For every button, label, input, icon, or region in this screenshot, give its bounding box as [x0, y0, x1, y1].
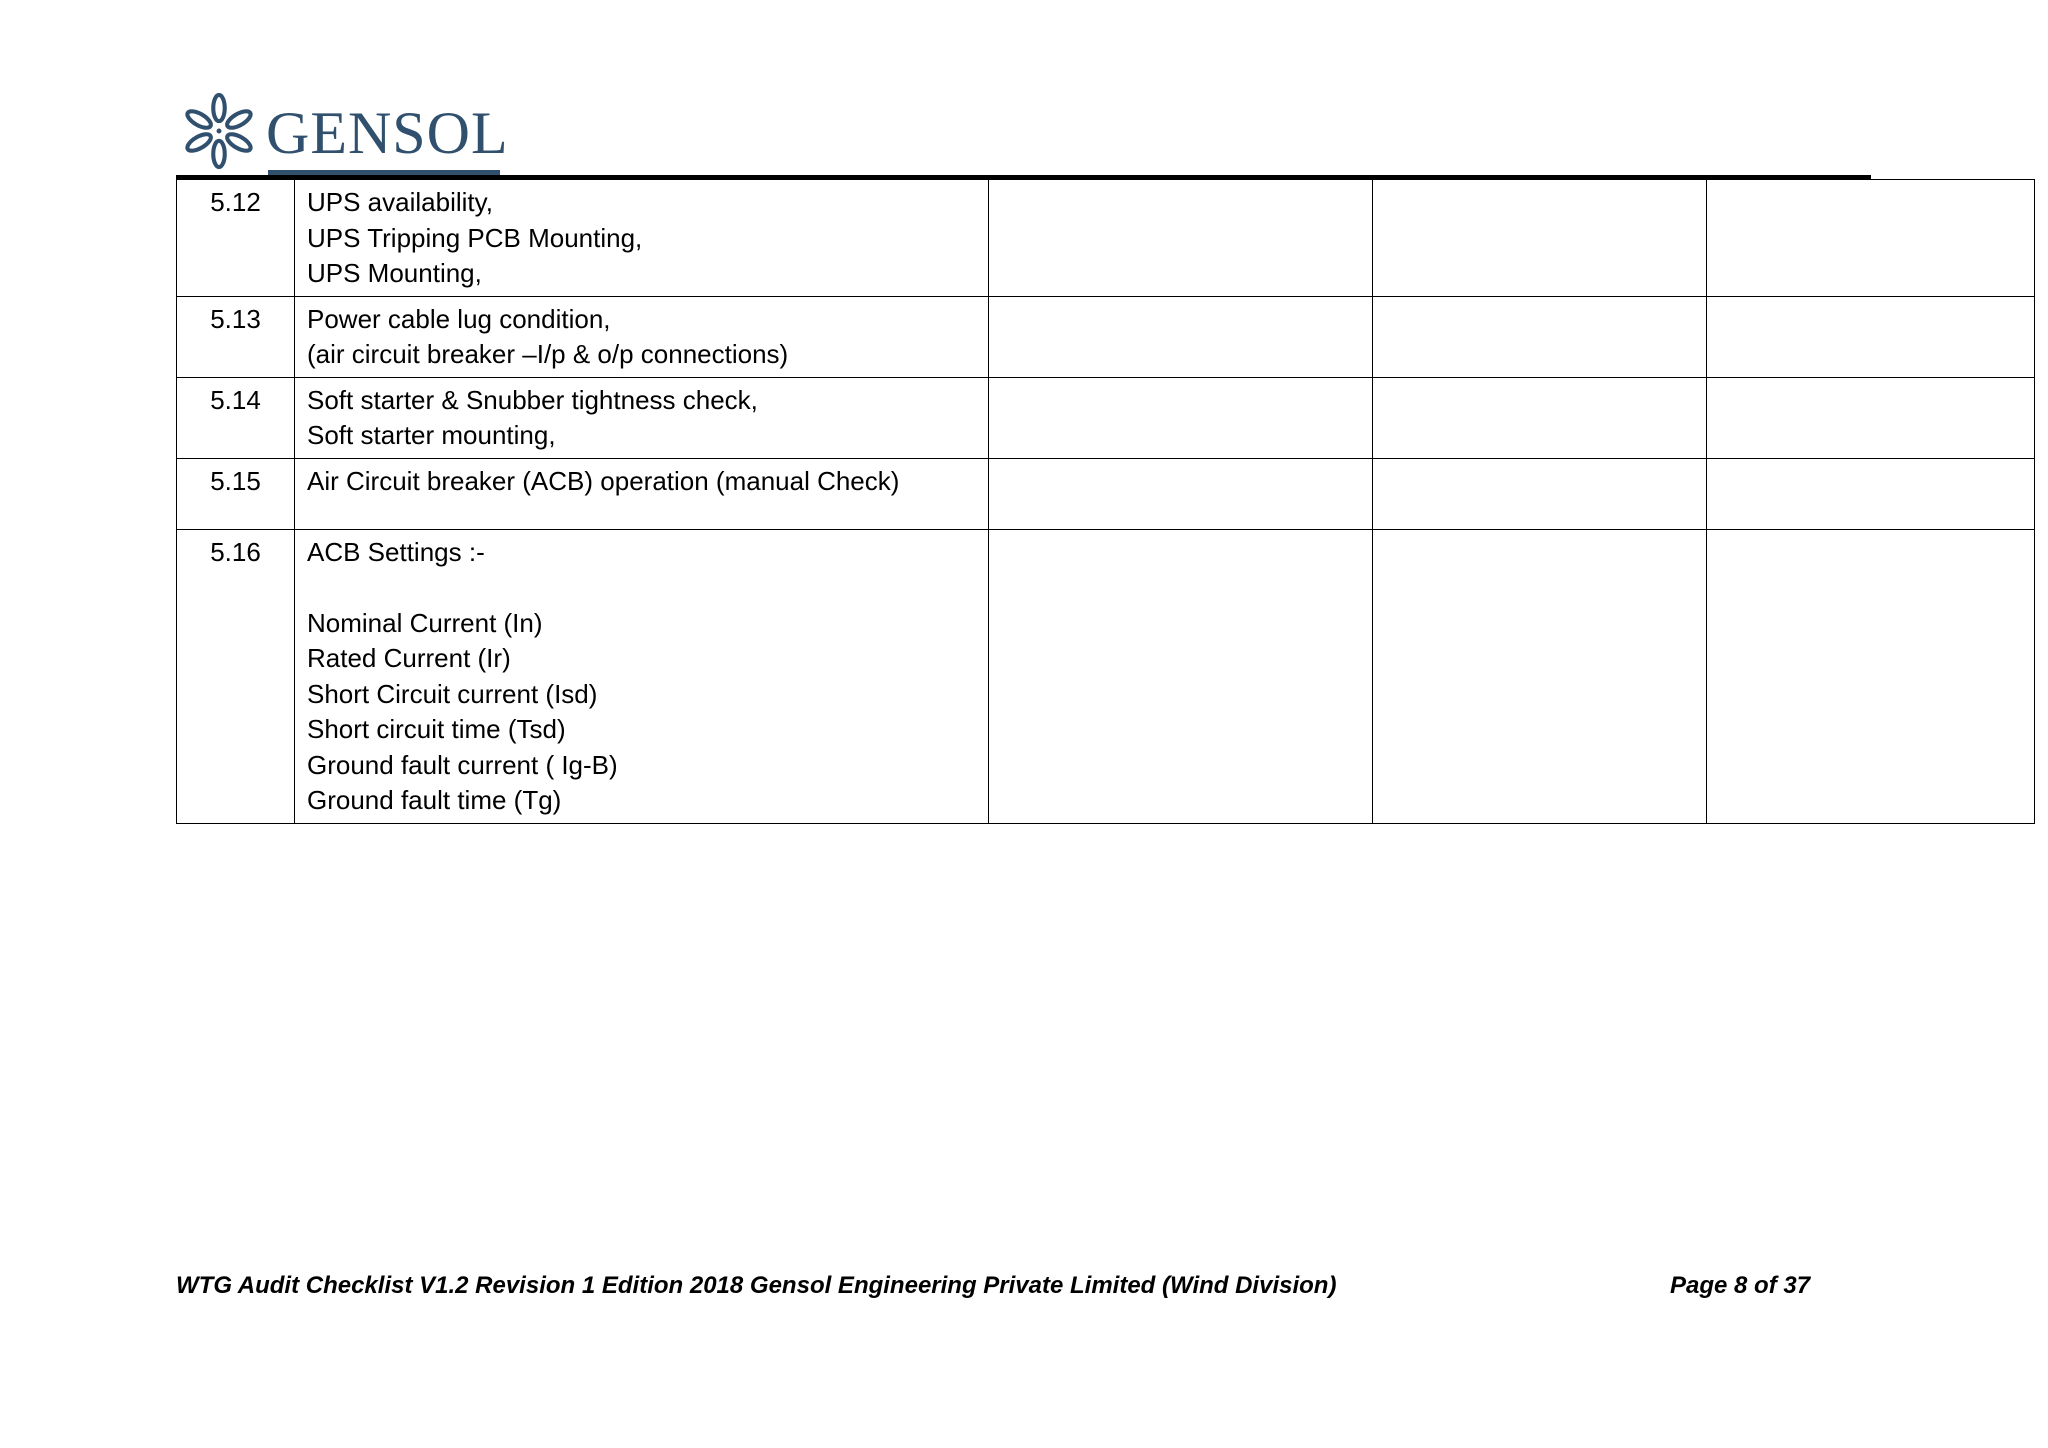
description-line: Power cable lug condition,	[307, 303, 611, 334]
blank-cell[interactable]	[1373, 296, 1707, 377]
blank-cell[interactable]	[989, 529, 1373, 823]
footer-document-title: WTG Audit Checklist V1.2 Revision 1 Edition 2018 Gensol Engineering Private Limited (Wind Division)	[176, 1272, 1337, 1299]
description-line: Soft starter & Snubber tightness check,	[307, 384, 758, 415]
description-line: Air Circuit breaker (ACB) operation (manual Check)	[307, 465, 900, 496]
description-line: UPS Mounting,	[307, 258, 482, 288]
blank-cell[interactable]	[989, 377, 1373, 458]
description-line: Ground fault current ( Ig-B)	[307, 749, 618, 780]
item-description-cell	[295, 377, 989, 458]
company-logo	[178, 90, 509, 172]
table-row	[177, 180, 2035, 297]
item-number-cell	[177, 529, 295, 823]
item-number: 5.14	[210, 384, 261, 415]
footer-page-number: Page 8 of 37	[1670, 1272, 1811, 1299]
item-description-cell	[295, 529, 989, 823]
blank-cell[interactable]	[1373, 180, 1707, 297]
description-line: UPS availability,	[307, 187, 493, 217]
blank-cell[interactable]	[1373, 377, 1707, 458]
item-number-cell	[177, 180, 295, 297]
description-line: UPS Tripping PCB Mounting,	[307, 222, 643, 253]
blank-cell[interactable]	[1707, 296, 2035, 377]
item-description-cell	[295, 458, 989, 529]
flower-logo-icon	[178, 90, 260, 172]
table-row	[177, 296, 2035, 377]
item-number: 5.13	[210, 303, 261, 334]
description-line: Ground fault time (Tg)	[307, 785, 562, 815]
blank-cell[interactable]	[989, 296, 1373, 377]
item-number: 5.15	[210, 465, 261, 496]
blank-cell[interactable]	[1373, 458, 1707, 529]
item-number: 5.16	[210, 536, 261, 567]
blank-cell[interactable]	[1373, 529, 1707, 823]
description-line: Rated Current (Ir)	[307, 643, 511, 673]
description-line: Soft starter mounting,	[307, 420, 556, 450]
item-description-cell	[295, 180, 989, 297]
blank-cell[interactable]	[1707, 180, 2035, 297]
blank-cell[interactable]	[1707, 458, 2035, 529]
description-line: ACB Settings :-	[307, 536, 485, 567]
blank-cell[interactable]	[1707, 377, 2035, 458]
blank-line	[307, 570, 982, 606]
blank-cell[interactable]	[989, 458, 1373, 529]
item-description-cell	[295, 296, 989, 377]
description-line: (air circuit breaker –I/p & o/p connections)	[307, 339, 789, 369]
description-line: Nominal Current (In)	[307, 607, 543, 638]
logo-wordmark: GENSOL	[266, 100, 509, 166]
blank-cell[interactable]	[989, 180, 1373, 297]
item-number-cell	[177, 458, 295, 529]
item-number: 5.12	[210, 187, 261, 217]
checklist-table	[176, 179, 2035, 824]
blank-cell[interactable]	[1707, 529, 2035, 823]
table-row	[177, 529, 2035, 823]
table-row	[177, 377, 2035, 458]
description-line: Short Circuit current (Isd)	[307, 678, 598, 709]
description-line: Short circuit time (Tsd)	[307, 714, 566, 744]
item-number-cell	[177, 377, 295, 458]
table-row	[177, 458, 2035, 529]
item-number-cell	[177, 296, 295, 377]
